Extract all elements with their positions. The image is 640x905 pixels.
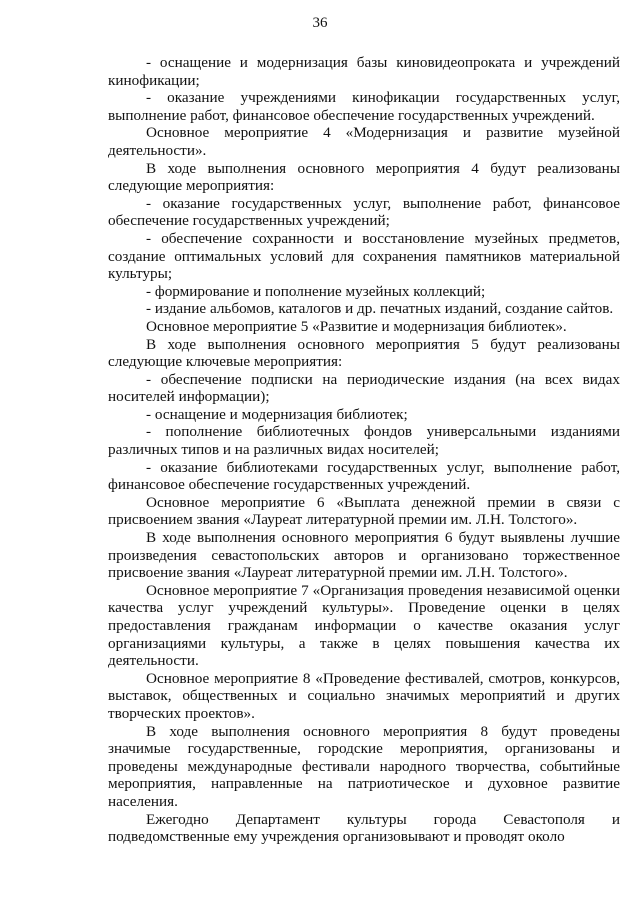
document-body (108, 54, 620, 846)
paragraph: - издание альбомов, каталогов и др. печатных изданий, создание сайтов. (146, 300, 614, 318)
paragraph: - оказание библиотеками государственных услуг, выполнение работ, финансовое обеспечение государственных учреждений. (108, 458, 620, 494)
paragraph: - формирование и пополнение музейных коллекций; (146, 282, 486, 300)
paragraph: - обеспечение подписки на периодические издания (на всех видах носителей информации); (108, 370, 620, 406)
paragraph: Основное мероприятие 5 «Развитие и модернизация библиотек». (146, 317, 567, 335)
paragraph: В ходе выполнения основного мероприятия 5 будут реализованы следующие ключевые мероприятия: (108, 335, 620, 371)
paragraph: Основное мероприятие 7 «Организация проведения независимой оценки качества услуг учреждений культуры». Проведение оценки в целях предоставления гражданам информации о качестве оказания услуг организациями культуры, а также в целях повышения качества их деятельности. (108, 581, 620, 670)
paragraph: Основное мероприятие 6 «Выплата денежной премии в связи с присвоением звания «Лауреат литературной премии им. Л.Н. Толстого». (108, 493, 620, 529)
paragraph: - оказание учреждениями кинофикации государственных услуг, выполнение работ, финансовое обеспечение государственных учреждений. (108, 89, 620, 124)
paragraph: - обеспечение сохранности и восстановление музейных предметов, создание оптимальных условий для сохранения памятников материальной культуры; (108, 229, 620, 283)
paragraph: В ходе выполнения основного мероприятия 6 будут выявлены лучшие произведения севастопольских авторов и организовано торжественное присвоение звания «Лауреат литературной премии им. Л.Н. Толстого». (108, 529, 620, 582)
paragraph: Основное мероприятие 4 «Модернизация и развитие музейной деятельности». (108, 124, 620, 159)
paragraph: - оснащение и модернизация базы киновидеопроката и учреждений кинофикации; (108, 54, 620, 89)
paragraph: - оказание государственных услуг, выполнение работ, финансовое обеспечение государственных учреждений; (108, 194, 620, 230)
paragraph: Основное мероприятие 8 «Проведение фестивалей, смотров, конкурсов, выставок, общественных и социально значимых мероприятий и других творческих проектов». (108, 669, 620, 722)
paragraph: - оснащение и модернизация библиотек; (146, 405, 408, 423)
paragraph: В ходе выполнения основного мероприятия 4 будут реализованы следующие мероприятия: (108, 159, 620, 195)
paragraph: В ходе выполнения основного мероприятия 8 будут проведены значимые государственные, городские мероприятия, организованы и проведены международные фестивали народного творчества, событийные мероприятия, направленные на патриотическое и духовное развитие населения. (108, 722, 620, 810)
paragraph: Ежегодно Департамент культуры города Севастополя и подведомственные ему учреждения организовывают и проводят около (108, 810, 620, 846)
page-number: 36 (312, 15, 328, 31)
paragraph: - пополнение библиотечных фондов универсальными изданиями различных типов и на различных видах носителей; (108, 423, 620, 459)
